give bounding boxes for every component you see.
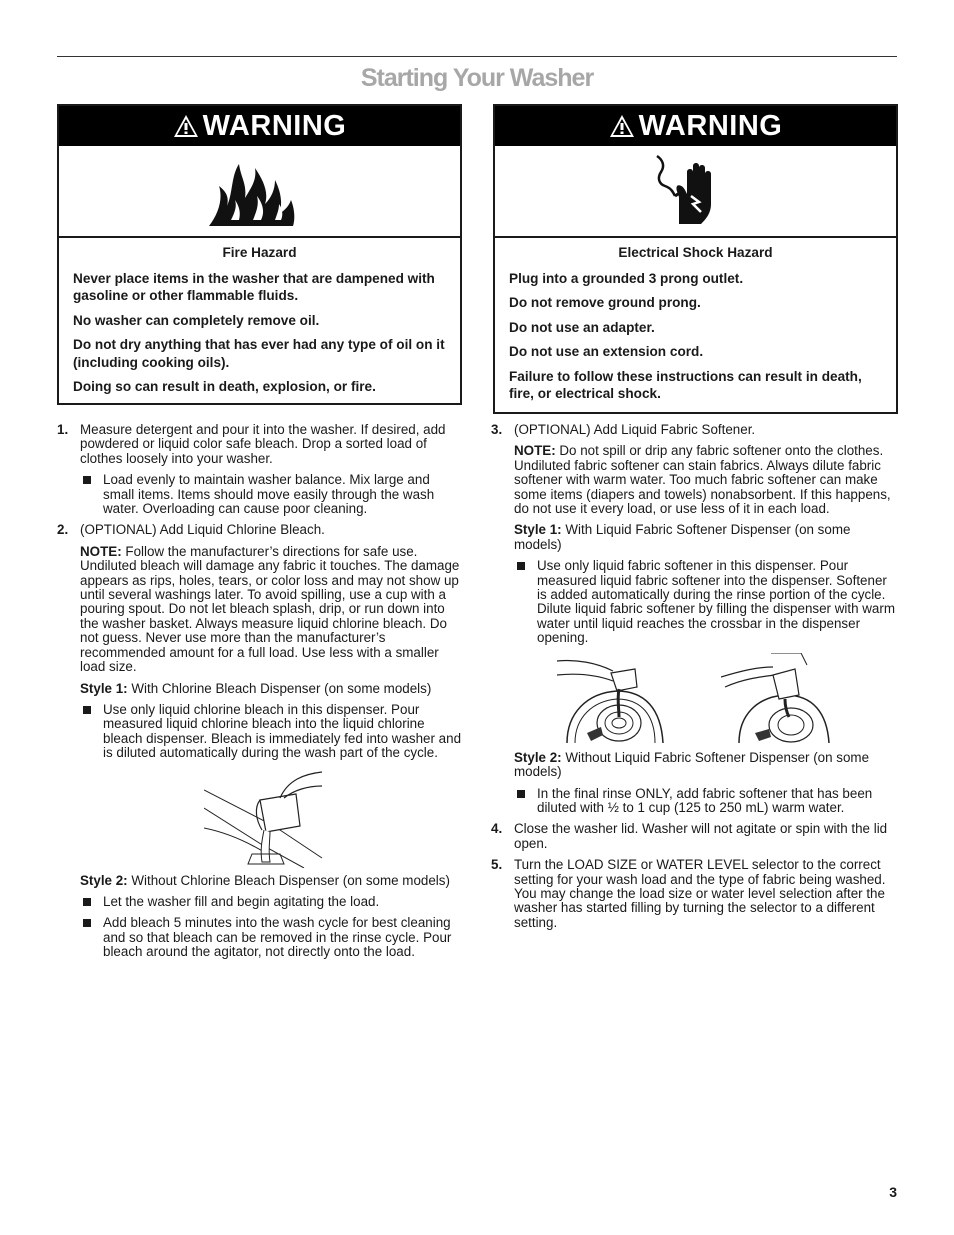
step-number: 3. — [491, 422, 503, 437]
bullet-item — [57, 703, 463, 761]
style-label: Style 2: — [514, 749, 562, 765]
bullet-text: Let the washer fill and begin agitating the load. — [103, 893, 380, 909]
bullet-text: Load evenly to maintain washer balance. Mix large and small items. Items should move easily through the wash water. Overloading can cause poor cleaning. — [103, 472, 435, 517]
note-text: Do not spill or drip any fabric softener onto the clothes. Undiluted fabric softener can stain fabrics. Always dilute fabric softener with warm water. Too much fabric softener can make some items (diapers and towels) nonabsorbent. If this happens, do not use it every load, or use less of it in each load. — [514, 443, 891, 517]
warning-line: Failure to follow these instructions can result in death, fire, or electrical shock. — [509, 368, 862, 401]
warning-line: Doing so can result in death, explosion, or fire. — [73, 379, 376, 394]
bullet-square-icon — [83, 898, 91, 906]
warning-label: WARNING — [638, 109, 783, 142]
style-2-line — [80, 874, 463, 888]
style-label: Style 1: — [80, 680, 128, 696]
left-column — [57, 423, 463, 967]
shock-icon-panel — [495, 146, 896, 238]
warning-text — [495, 238, 896, 403]
note-paragraph — [80, 545, 463, 675]
hazard-title: Fire Hazard — [222, 245, 297, 260]
step-text: Close the washer lid. Washer will not agitate or spin with the lid open. — [514, 821, 888, 851]
style-1-line — [80, 682, 463, 696]
top-rule — [57, 56, 897, 57]
step-text: (OPTIONAL) Add Liquid Fabric Softener. — [514, 422, 756, 437]
step-number: 5. — [491, 857, 503, 873]
style-text: Without Liquid Fabric Softener Dispenser (on some models) — [514, 749, 870, 780]
warning-line: Never place items in the washer that are dampened with gasoline or other flammable fluids. — [73, 270, 435, 303]
bullet-item — [57, 916, 463, 959]
step-number: 4. — [491, 821, 503, 837]
warning-triangle-icon — [609, 114, 635, 138]
bullet-square-icon — [517, 790, 525, 798]
warning-header — [495, 106, 896, 146]
bullet-text: In the final rinse ONLY, add fabric softener that has been diluted with ½ to 1 cup (125 to 250 mL) warm water. — [537, 785, 873, 815]
bullet-text: Use only liquid fabric softener in this dispenser. Pour measured liquid fabric softener into the dispenser. Softener is added automatically during the rinse portion of the cycle. Dilute liquid fabric softener by filling the dispenser with warm water until liquid reaches the crossbar in the dispenser opening. — [537, 558, 895, 646]
style-1-line — [514, 523, 897, 552]
note-label: NOTE: — [514, 443, 556, 459]
note-text: Follow the manufacturer’s directions for safe use. Undiluted bleach will damage any fabric it touches. The damage appears as rips, holes, tears, or color loss and may not show up until several washings later. To avoid spilling, use a cup with a pouring spout. Do not let bleach splash, drip, or run down into the washer basket. Always measure liquid chlorine bleach. Do not guess. Never use more than the manufacturer’s recommended amount for a full load. Use less with a smaller load size. — [80, 543, 460, 675]
bullet-item — [57, 895, 463, 909]
step-text: (OPTIONAL) Add Liquid Chlorine Bleach. — [80, 522, 325, 538]
softener-pouring-illustration — [721, 653, 831, 743]
shock-warning-box — [493, 104, 898, 414]
fire-icon-panel — [59, 146, 460, 238]
page-title: Starting Your Washer — [360, 64, 594, 92]
bullet-item — [491, 559, 897, 645]
bullet-item — [491, 787, 897, 816]
fire-warning-box — [57, 104, 462, 405]
step-4 — [491, 822, 897, 851]
note-paragraph — [514, 444, 897, 516]
bullet-square-icon — [83, 476, 91, 484]
softener-illustrations — [491, 653, 897, 745]
step-text: Measure detergent and pour it into the washer. If desired, add powdered or liquid color safe bleach. Drop a sorted load of clothes loosely into your washer. — [80, 422, 446, 466]
bullet-square-icon — [517, 562, 525, 570]
bleach-dispenser-illustration — [57, 768, 463, 868]
bullet-square-icon — [83, 706, 91, 714]
step-5 — [491, 858, 897, 930]
warning-triangle-icon — [173, 114, 199, 138]
style-text: With Chlorine Bleach Dispenser (on some models) — [131, 680, 432, 696]
right-column — [491, 423, 897, 937]
step-text: Turn the LOAD SIZE or WATER LEVEL selector to the correct setting for your wash load and the type of fabric being washed. You may change the load size or water level selection after the washer has started filling by turning the selector to a different setting. — [514, 857, 886, 930]
warning-line: Plug into a grounded 3 prong outlet. — [509, 270, 744, 286]
step-3 — [491, 423, 897, 437]
style-label: Style 2: — [80, 872, 128, 888]
style-text: Without Chlorine Bleach Dispenser (on some models) — [131, 872, 450, 888]
step-1 — [57, 423, 463, 466]
fire-icon — [209, 158, 299, 228]
warning-line: Do not remove ground prong. — [509, 295, 701, 310]
warning-label: WARNING — [202, 109, 347, 142]
warning-line: No washer can completely remove oil. — [73, 312, 320, 328]
bullet-text: Add bleach 5 minutes into the wash cycle for best cleaning and so that bleach can be removed in the rinse cycle. Pour bleach around the agitator, not directly onto the load. — [103, 915, 452, 960]
softener-dispenser-illustration — [557, 653, 667, 743]
bullet-item — [57, 473, 463, 516]
hazard-title: Electrical Shock Hazard — [618, 245, 773, 260]
step-number: 1. — [57, 422, 69, 437]
warning-line: Do not use an extension cord. — [509, 344, 704, 359]
note-label: NOTE: — [80, 543, 122, 559]
page-number: 3 — [889, 1184, 897, 1200]
electric-shock-hand-icon — [653, 152, 723, 228]
warning-line: Do not dry anything that has ever had any type of oil on it (including cooking oils). — [73, 337, 445, 370]
step-number: 2. — [57, 522, 69, 538]
warning-text — [59, 238, 460, 396]
style-label: Style 1: — [514, 522, 562, 538]
step-2 — [57, 523, 463, 537]
pouring-bleach-illustration — [204, 768, 324, 868]
style-2-line — [514, 751, 897, 780]
warning-line: Do not use an adapter. — [509, 319, 655, 335]
bullet-square-icon — [83, 919, 91, 927]
style-text: With Liquid Fabric Softener Dispenser (on some models) — [514, 522, 851, 552]
bullet-text: Use only liquid chlorine bleach in this dispenser. Pour measured liquid chlorine bleach into the liquid chlorine bleach dispenser. Bleach is immediately fed into washer and is diluted automatically during the wash part of the cycle. — [103, 701, 462, 761]
warning-header — [59, 106, 460, 146]
